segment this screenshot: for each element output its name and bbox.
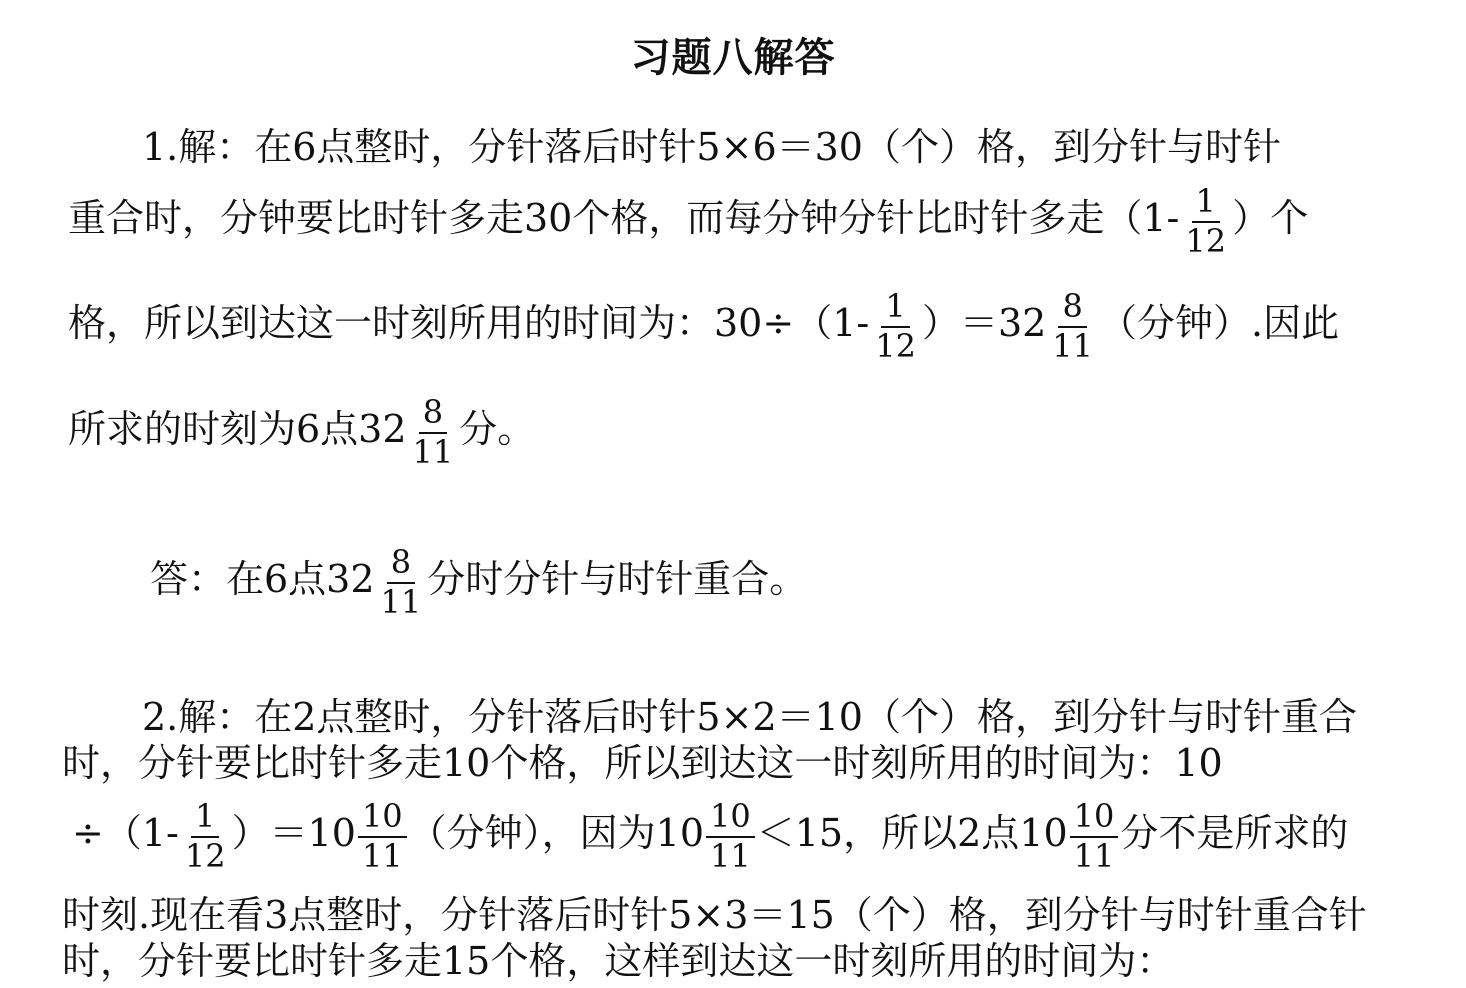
- fraction-denominator: 12: [1185, 221, 1227, 260]
- p2-line-4: [62, 893, 1367, 937]
- p1-line-2: [68, 182, 1309, 260]
- fraction-one-twelfth: [1181, 182, 1230, 260]
- fraction-numerator: 10: [706, 800, 755, 838]
- fraction-eight-elevenths: [409, 393, 458, 471]
- p2-line-3-text-a: ÷（1-: [72, 811, 179, 856]
- fraction-denominator: 11: [380, 582, 422, 621]
- fraction-ten-elevenths: [1070, 797, 1119, 875]
- fraction-denominator: 11: [361, 836, 403, 875]
- p2-line-3-text-c: （分钟），因为10: [408, 811, 705, 856]
- p2-line-1: [142, 695, 1357, 739]
- p1-line-2-text-a: 重合时，分钟要比时针多走30个格，而每分钟分针比时针多走（1-: [68, 196, 1180, 241]
- p1-line-3-text-b: ）＝32: [921, 301, 1047, 346]
- fraction-numerator: 10: [1070, 800, 1119, 838]
- page-title: 习题八解答: [630, 35, 836, 81]
- p1-line-4-text-b: 分。: [459, 407, 536, 452]
- fraction-denominator: 11: [710, 836, 751, 875]
- answer-line: [150, 543, 808, 621]
- p2-line-3-text-e: 分不是所求的: [1120, 811, 1349, 856]
- p2-line-5-text: 时，分针要比时针多走15个格，这样到达这一时刻所用的时间为：: [62, 939, 1175, 983]
- answer-text-a: 答：在6点32: [150, 557, 375, 602]
- p1-line-1: [142, 125, 1281, 169]
- p2-line-4-text: 时刻.现在看3点整时，分针落后时针5×3＝15（个）格，到分针与时针重合针: [62, 893, 1367, 937]
- fraction-eight-elevenths: [377, 543, 426, 621]
- fraction-numerator: 8: [387, 546, 415, 584]
- fraction-eight-elevenths: [1048, 287, 1097, 365]
- fraction-denominator: 11: [1052, 326, 1094, 365]
- p2-line-2-text: 时，分针要比时针多走10个格，所以到达这一时刻所用的时间为：10: [62, 741, 1223, 785]
- p1-line-2-text-b: ）个: [1232, 196, 1309, 241]
- p1-line-4-text-a: 所求的时刻为6点32: [68, 407, 407, 452]
- fraction-denominator: 11: [1073, 836, 1115, 875]
- fraction-numerator: 8: [1058, 290, 1086, 328]
- fraction-one-twelfth: [871, 287, 920, 365]
- p2-line-3-text-d: ＜15，所以2点10: [756, 811, 1068, 856]
- fraction-ten-elevenths: [358, 797, 407, 875]
- fraction-numerator: 10: [358, 800, 407, 838]
- fraction-ten-elevenths: [706, 797, 755, 875]
- p2-line-2: [62, 741, 1223, 785]
- p2-line-5: [62, 939, 1175, 983]
- p1-line-3-text-c: （分钟）.因此: [1099, 301, 1340, 346]
- answer-text-b: 分时分针与时针重合。: [427, 557, 808, 602]
- p2-line-3: [72, 797, 1349, 875]
- p1-line-3-text-a: 格，所以到达这一时刻所用的时间为：30÷（1-: [68, 301, 870, 346]
- fraction-numerator: 1: [881, 290, 909, 328]
- p1-line-4: [68, 393, 536, 471]
- fraction-numerator: 1: [1192, 185, 1220, 223]
- p2-line-3-text-b: ）＝10: [231, 811, 356, 856]
- fraction-numerator: 8: [419, 396, 447, 434]
- p1-line-1-text: 1.解：在6点整时，分针落后时针5×6＝30（个）格，到分针与时针: [142, 125, 1281, 169]
- p1-line-3: [68, 287, 1340, 365]
- p2-line-1-text: 2.解：在2点整时，分针落后时针5×2＝10（个）格，到分针与时针重合: [142, 695, 1357, 739]
- fraction-denominator: 12: [184, 836, 226, 875]
- fraction-denominator: 12: [875, 326, 916, 365]
- fraction-one-twelfth: [181, 797, 230, 875]
- fraction-denominator: 11: [412, 432, 454, 471]
- fraction-numerator: 1: [191, 800, 219, 838]
